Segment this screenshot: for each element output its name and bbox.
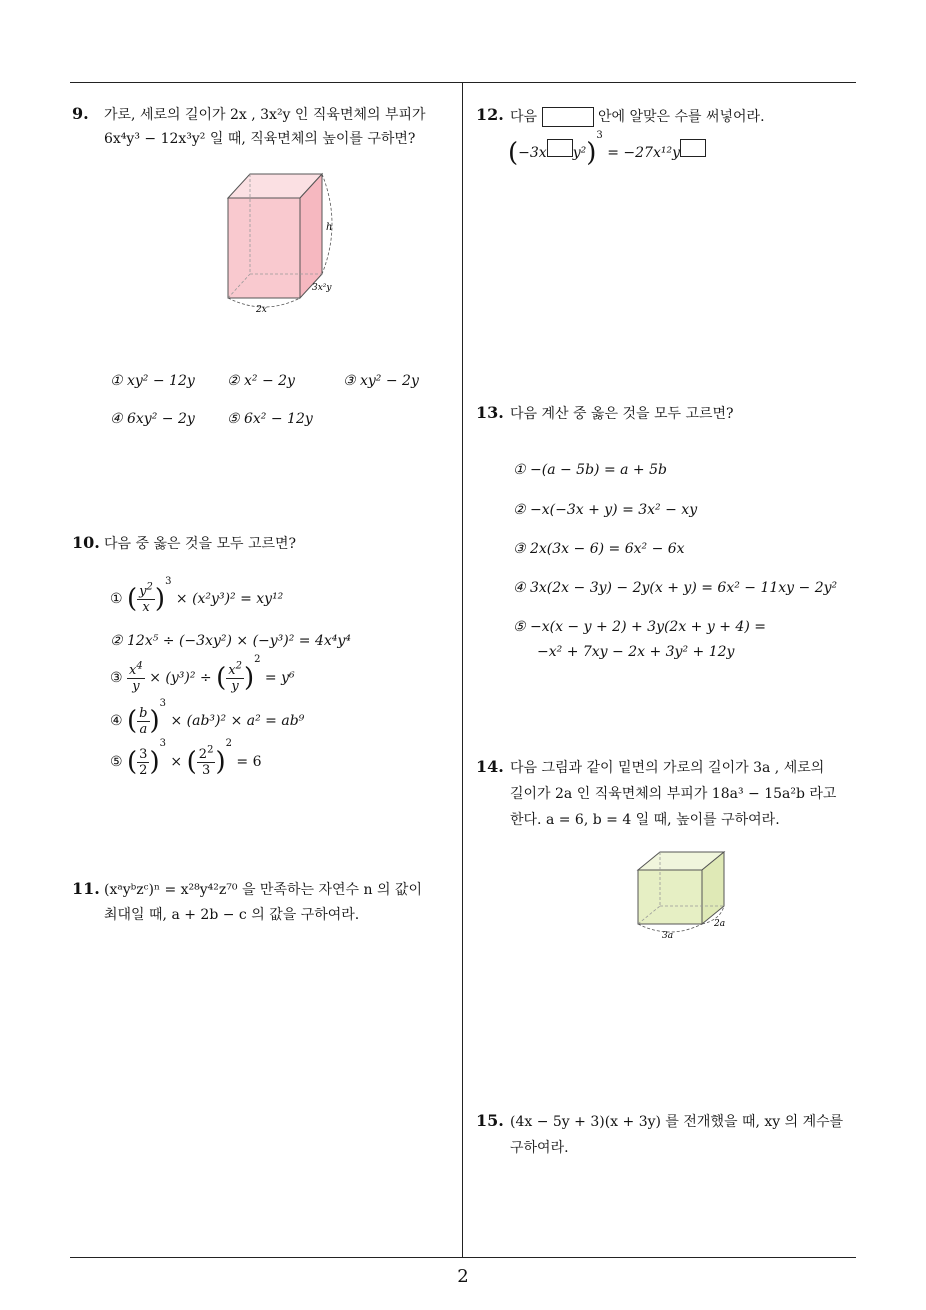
choice-expression-mid: × (y³)² ÷: [149, 670, 212, 686]
choice-1[interactable]: ① −(a − 5b) = a + 5b: [513, 462, 667, 478]
answer-blank[interactable]: [542, 107, 594, 127]
eq-right: = −27x¹²y: [607, 145, 680, 161]
choice-expression: × (ab³)² × a² = ab⁹: [170, 713, 305, 729]
question-text-line2: 최대일 때, a + 2b − c 의 값을 구하여라.: [104, 907, 360, 923]
question-number: 14.: [476, 757, 504, 776]
front-face: [228, 198, 300, 298]
label-2a: 2a: [714, 919, 726, 929]
choice-2[interactable]: ② 12x⁵ ÷ (−3xy²) × (−y³)² = 4x⁴y⁴: [110, 633, 351, 649]
choice-4[interactable]: ④ 6xy² − 2y: [110, 411, 195, 427]
choice-1[interactable]: ① ( $\frac{y^2}{x}$ ) 3 × (x²y³)² = xy¹²: [110, 576, 284, 615]
choice-expression-end: = y⁶: [264, 670, 295, 686]
page-number: 2: [457, 1266, 469, 1287]
text-after: 안에 알맞은 수를 써넣어라.: [597, 109, 765, 125]
choice-5[interactable]: ⑤ 6x² − 12y: [227, 411, 313, 427]
choice-mark: ③: [110, 670, 123, 686]
question-text-line2: 길이가 2a 인 직육면체의 부피가 18a³ − 15a²b 라고: [510, 786, 837, 802]
choice-3[interactable]: ③ xy² − 2y: [343, 373, 419, 389]
question-text-line1: (4x − 5y + 3)(x + 3y) 를 전개했을 때, xy 의 계수를: [510, 1114, 844, 1130]
question-number: 15.: [476, 1111, 504, 1130]
exponent-blank-2[interactable]: [680, 139, 706, 157]
eq-left-part2: y²: [572, 145, 587, 161]
question-text: 다음 계산 중 옳은 것을 모두 고르면?: [510, 406, 734, 422]
exponent-blank-1[interactable]: [547, 139, 573, 157]
question-number: 13.: [476, 403, 504, 422]
question-number: 9.: [72, 104, 89, 123]
equation: ( −3x y² ) 3 = −27x¹²y: [508, 136, 706, 170]
question-text-line2: 구하여라.: [510, 1140, 569, 1156]
choice-mark: ⑤: [110, 754, 123, 770]
question-number: 10.: [72, 533, 100, 552]
question-text: [510, 105, 765, 129]
choice-4[interactable]: ④ ( $\frac{b}{a}$ ) 3 × (ab³)² × a² = ab⁹: [110, 698, 305, 737]
column-divider: [462, 82, 463, 1257]
choice-5-continued: −x² + 7xy − 2x + 3y² + 12y: [537, 644, 735, 660]
choice-1[interactable]: ① xy² − 12y: [110, 373, 195, 389]
question-text-line1: 가로, 세로의 길이가 2x , 3x²y 인 직육면체의 부피가: [104, 107, 426, 123]
choice-3[interactable]: ③ 2x(3x − 6) = 6x² − 6x: [513, 541, 685, 557]
choice-3[interactable]: ③ $\frac{x^4}{y}$ × (y³)² ÷ ( $\frac{x^2}{y}$ ) 2 = y⁶: [110, 654, 295, 694]
label-h: h: [326, 222, 333, 233]
eq-left-part1: −3x: [518, 145, 547, 161]
choice-expression: = 6: [236, 754, 262, 770]
choice-mark: ①: [110, 591, 123, 607]
top-rule: [70, 82, 856, 83]
choice-2[interactable]: ② −x(−3x + y) = 3x² − xy: [513, 502, 698, 518]
question-text-line1: (xᵃyᵇzᶜ)ⁿ = x²⁸y⁴²z⁷⁰ 을 만족하는 자연수 n 의 값이: [104, 882, 422, 898]
label-2x: 2x: [256, 305, 267, 315]
choice-5[interactable]: ⑤ −x(x − y + 2) + 3y(2x + y + 4) =: [513, 619, 766, 635]
choice-expression: × (x²y³)² = xy¹²: [175, 591, 284, 607]
question-number: 12.: [476, 105, 504, 124]
question-number: 11.: [72, 879, 100, 898]
choice-mark: ④: [110, 713, 123, 729]
choice-4[interactable]: ④ 3x(2x − 3y) − 2y(x + y) = 6x² − 11xy − 2y²: [513, 580, 838, 596]
question-text-line2: 6x⁴y³ − 12x³y² 일 때, 직육면체의 높이를 구하면?: [104, 131, 416, 147]
bottom-rule: [70, 1257, 856, 1258]
text-before: 다음: [510, 109, 538, 125]
choice-2[interactable]: ② x² − 2y: [227, 373, 295, 389]
label-3x2y: 3x²y: [312, 283, 332, 293]
choice-5[interactable]: ⑤ ( $\frac{3}{2}$ ) 3 × ( $\frac{2^2}{3}$ ) 2 = 6: [110, 738, 262, 778]
cuboid-figure: [218, 168, 348, 318]
label-3a: 3a: [662, 931, 674, 941]
question-text: 다음 중 옳은 것을 모두 고르면?: [104, 536, 297, 552]
question-text-line3: 한다. a = 6, b = 4 일 때, 높이를 구하여라.: [510, 812, 780, 828]
question-text-line1: 다음 그림과 같이 밑면의 가로의 길이가 3a , 세로의: [510, 760, 825, 776]
cuboid-figure: [628, 846, 748, 942]
